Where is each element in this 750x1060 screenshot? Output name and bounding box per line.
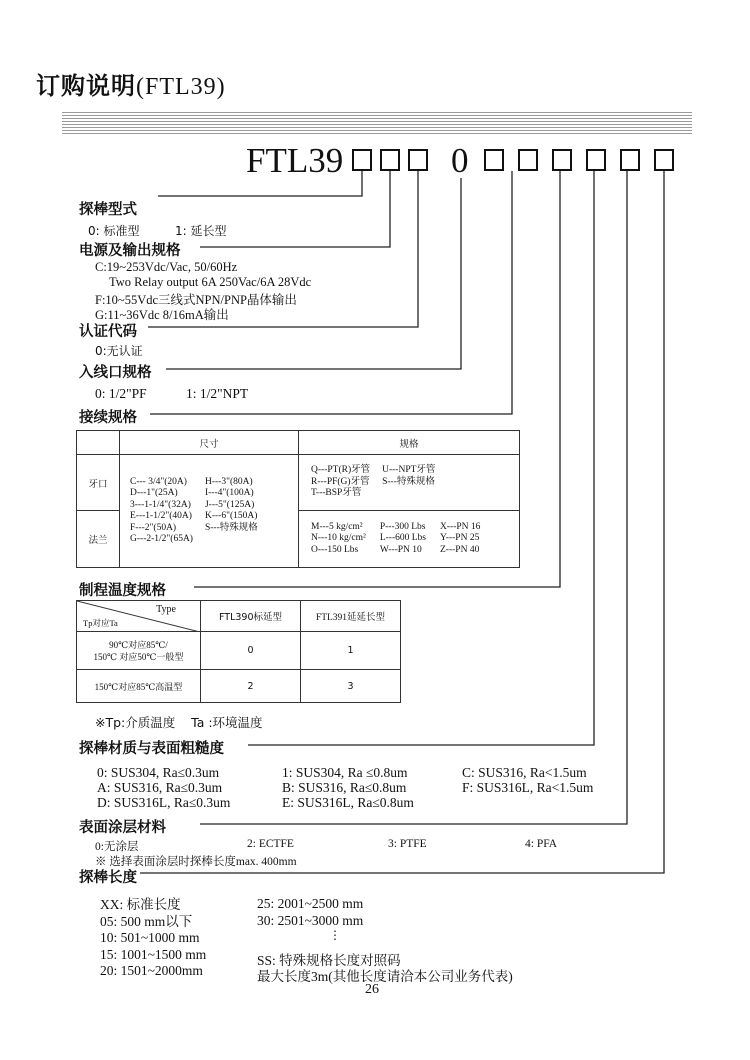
temp-row1-value-1: 1 bbox=[301, 632, 401, 670]
flange-item: Y---PN 25 bbox=[440, 533, 480, 544]
connection-size-cell bbox=[120, 455, 299, 568]
flange-item: M---5 kg/cm² bbox=[311, 521, 363, 532]
length-ellipsis: ⋮ bbox=[329, 928, 341, 942]
connection-row-flange: 法兰 bbox=[77, 511, 120, 568]
flange-item: L---600 Lbs bbox=[379, 533, 426, 544]
section-material: 探棒材质与表面粗糙度 bbox=[79, 741, 224, 757]
temp-table-corner bbox=[77, 601, 201, 632]
size-item: D---1"(25A) bbox=[130, 488, 178, 498]
length-item: 25: 2001~2500 mm bbox=[257, 896, 364, 911]
size-item: G---2-1/2"(65A) bbox=[130, 534, 193, 544]
thread-list-2 bbox=[382, 465, 435, 500]
size-item: J---5"(125A) bbox=[204, 499, 255, 510]
size-item: K---6"(150A) bbox=[204, 511, 258, 521]
cable-entry-opt-0: 0: 1/2"PF bbox=[95, 386, 147, 401]
connection-table bbox=[76, 430, 520, 568]
length-max: 最大长度3m(其他长度请洽本公司业务代表) bbox=[257, 969, 513, 984]
connection-col-spec: 规格 bbox=[299, 431, 520, 455]
connection-col-size: 尺寸 bbox=[120, 431, 299, 455]
order-code-fixed-digit: 0 bbox=[451, 141, 469, 180]
size-item: F---2"(50A) bbox=[130, 522, 177, 533]
order-code-prefix: FTL39 bbox=[246, 141, 344, 180]
process-temp-table bbox=[76, 600, 401, 703]
section-connection: 接续规格 bbox=[79, 410, 137, 426]
temp-col2: FTL391延延长型 bbox=[301, 601, 401, 632]
length-col-2 bbox=[257, 895, 363, 929]
connection-table-corner bbox=[77, 431, 120, 455]
probe-type-opt-0: 0: 标准型 bbox=[88, 224, 140, 238]
coating-opt-0: 0:无涂层 bbox=[95, 841, 139, 853]
cert-opt-0: 0:无认证 bbox=[95, 344, 143, 358]
temp-row2-value-0: 2 bbox=[201, 670, 301, 703]
section-certification: 认证代码 bbox=[79, 324, 137, 340]
power-line-f: F:10~55Vdc三线式NPN/PNP晶体输出 bbox=[95, 293, 297, 307]
flange-list-3 bbox=[440, 522, 480, 557]
length-item: 20: 1501~2000mm bbox=[100, 963, 203, 978]
connection-row-thread: 牙口 bbox=[77, 455, 120, 511]
temp-row1-label-b: 150℃ 对应50℃一般型 bbox=[93, 651, 184, 662]
section-probe-length: 探棒长度 bbox=[79, 870, 137, 886]
thread-item: S---特殊规格 bbox=[382, 476, 435, 487]
thread-item: Q---PT(R)牙管 bbox=[311, 465, 371, 476]
coating-opt-2: 2: ECTFE bbox=[247, 838, 294, 850]
material-item: D: SUS316L, Ra≤0.3um bbox=[97, 795, 231, 810]
temp-row1-value-0: 0 bbox=[201, 632, 301, 670]
power-line-g: G:11~36Vdc 8/16mA输出 bbox=[95, 308, 229, 322]
page-number: 26 bbox=[365, 982, 379, 997]
material-col-3 bbox=[462, 765, 593, 795]
temp-row2-value-1: 3 bbox=[301, 670, 401, 703]
length-col-1 bbox=[100, 897, 206, 980]
size-item: I---4"(100A) bbox=[204, 488, 254, 498]
material-item: 0: SUS304, Ra≤0.3um bbox=[97, 765, 220, 780]
size-item: C--- 3/4"(20A) bbox=[130, 476, 187, 487]
length-item: 15: 1001~1500 mm bbox=[100, 946, 207, 962]
connection-flange-spec bbox=[299, 511, 520, 568]
material-item: 1: SUS304, Ra ≤0.8um bbox=[282, 765, 408, 780]
thread-item: R---PF(G)牙管 bbox=[311, 476, 370, 487]
temp-row2-label: 150℃对应85℃高温型 bbox=[77, 670, 201, 703]
material-item: A: SUS316, Ra≤0.3um bbox=[97, 780, 223, 795]
page-title-model: (FTL39) bbox=[136, 74, 226, 100]
section-coating: 表面涂层材料 bbox=[79, 820, 166, 836]
page-title-main: 订购说明 bbox=[36, 72, 136, 100]
flange-list-2 bbox=[380, 522, 426, 557]
temp-col1: FTL390标延型 bbox=[201, 601, 301, 632]
coating-note: ※ 选择表面涂层时探棒长度max. 400mm bbox=[95, 856, 297, 868]
probe-type-opt-1: 1: 延长型 bbox=[175, 224, 227, 238]
power-line-c: C:19~253Vdc/Vac, 50/60Hz bbox=[95, 260, 238, 274]
section-power-output: 电源及输出规格 bbox=[79, 243, 181, 259]
material-item: B: SUS316, Ra≤0.8um bbox=[282, 780, 407, 795]
material-item: C: SUS316, Ra<1.5um bbox=[462, 765, 587, 780]
corner-type-label: Type bbox=[156, 604, 176, 615]
material-col-1 bbox=[97, 765, 230, 810]
material-item: F: SUS316L, Ra<1.5um bbox=[462, 780, 594, 795]
length-special: SS: 特殊规格长度对照码 bbox=[257, 953, 401, 968]
temp-row1-label-a: 90℃对应85℃/ bbox=[109, 639, 168, 650]
section-process-temp: 制程温度规格 bbox=[79, 583, 166, 599]
flange-item: Z---PN 40 bbox=[440, 544, 480, 555]
size-item: S---特殊规格 bbox=[204, 522, 258, 533]
flange-item: N---10 kg/cm² bbox=[311, 533, 366, 544]
thread-item: U---NPT牙管 bbox=[382, 465, 436, 476]
size-item: 3---1-1/4"(32A) bbox=[130, 499, 191, 510]
connection-thread-spec bbox=[299, 455, 520, 511]
coating-opt-4: 4: PFA bbox=[525, 838, 558, 850]
flange-item: W---PN 10 bbox=[379, 544, 422, 555]
corner-tp-label: Tp对应Ta bbox=[83, 618, 118, 628]
length-item: 30: 2501~3000 mm bbox=[257, 913, 364, 928]
size-list-2 bbox=[205, 477, 258, 546]
power-line-relay: Two Relay output 6A 250Vac/6A 28Vdc bbox=[109, 275, 312, 289]
size-item: H---3"(80A) bbox=[204, 476, 253, 487]
temp-row1-label bbox=[77, 632, 201, 670]
cable-entry-opt-1: 1: 1/2"NPT bbox=[186, 386, 249, 401]
flange-item: P---300 Lbs bbox=[379, 521, 426, 532]
flange-item: O---150 Lbs bbox=[311, 544, 359, 555]
flange-list-1 bbox=[311, 522, 366, 557]
thread-list-1 bbox=[311, 465, 370, 500]
temp-note: ※Tp:介质温度 Ta :环境温度 bbox=[95, 715, 263, 730]
length-item: 05: 500 mm以下 bbox=[100, 913, 193, 929]
size-list-1 bbox=[130, 477, 193, 546]
material-item: E: SUS316L, Ra≤0.8um bbox=[282, 795, 414, 810]
thread-item: T---BSP牙管 bbox=[311, 488, 362, 499]
coating-opt-3: 3: PTFE bbox=[388, 838, 427, 850]
length-item: XX: 标准长度 bbox=[100, 897, 181, 912]
length-item: 10: 501~1000 mm bbox=[100, 930, 200, 945]
section-cable-entry: 入线口规格 bbox=[79, 365, 152, 381]
flange-item: X---PN 16 bbox=[440, 521, 481, 532]
material-col-2 bbox=[282, 765, 414, 810]
size-item: E---1-1/2"(40A) bbox=[130, 511, 192, 521]
section-probe-type: 探棒型式 bbox=[79, 202, 137, 218]
